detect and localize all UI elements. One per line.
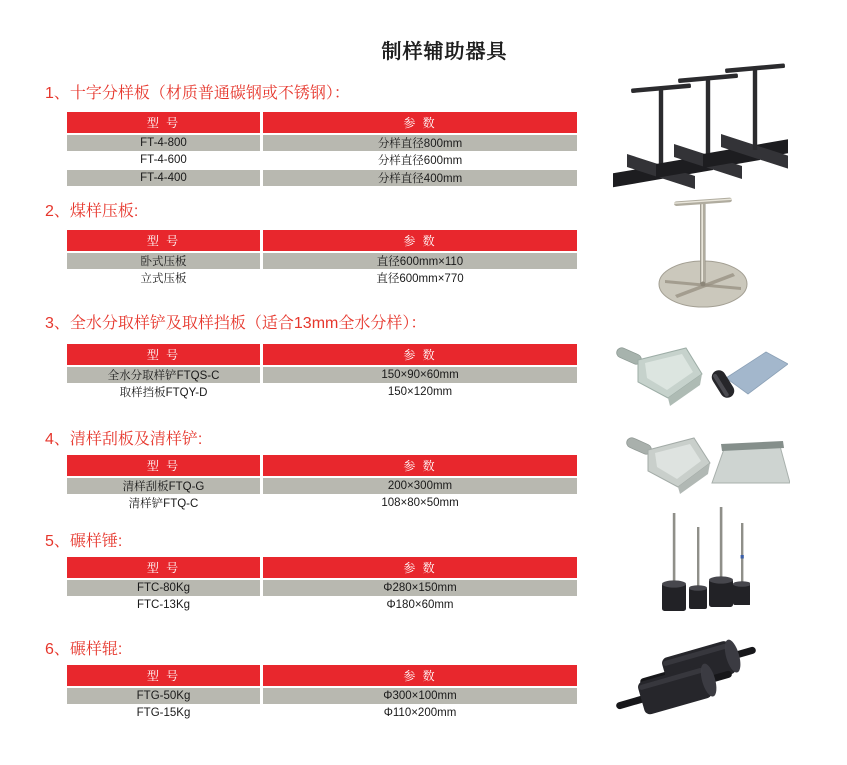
param-cell: Φ280×150mm	[263, 580, 577, 596]
cross-dividers-icon	[613, 50, 788, 190]
table-row	[67, 597, 577, 613]
model-cell: 清样刮板FTQ-G	[67, 478, 260, 494]
param-cell: 分样直径800mm	[263, 135, 577, 151]
param-cell: 150×90×60mm	[263, 367, 577, 383]
section-1-heading: 1、十字分样板（材质普通碳钢或不锈钢）：	[45, 85, 350, 102]
col-header-param: 参 数	[263, 230, 577, 251]
table-row	[67, 688, 577, 704]
col-header-model: 型 号	[67, 230, 260, 251]
cross-sample-dividers-photo	[613, 50, 788, 190]
table-row	[67, 495, 577, 511]
param-cell: Φ300×100mm	[263, 688, 577, 704]
model-cell: FTC-13Kg	[136, 599, 191, 611]
hammers-icon	[658, 505, 750, 617]
model-cell: FTG-15Kg	[136, 707, 191, 719]
section-4-heading: 4、清样刮板及清样铲:	[45, 431, 203, 448]
table-row	[67, 478, 577, 494]
section-6-heading: 6、碾样辊:	[45, 641, 123, 658]
table-header-row	[67, 230, 577, 251]
section-4-table	[67, 455, 577, 511]
table-row	[67, 170, 577, 186]
section-2-table	[67, 230, 577, 286]
col-header-param: 参 数	[263, 344, 577, 365]
model-cell: FT-4-800	[67, 135, 260, 151]
table-row	[67, 135, 577, 151]
scoop	[625, 436, 710, 494]
section-6-table	[67, 665, 577, 721]
col-header-param: 参 数	[263, 112, 577, 133]
model-cell: FT-4-400	[67, 170, 260, 186]
col-header-param: 参 数	[263, 557, 577, 578]
col-header-model: 型 号	[67, 344, 260, 365]
param-cell: 150×120mm	[387, 386, 453, 398]
col-header-model: 型 号	[67, 112, 260, 133]
param-cell: 分样直径400mm	[263, 170, 577, 186]
col-header-model: 型 号	[67, 665, 260, 686]
table-row	[67, 384, 577, 400]
sample-hammers-photo	[658, 505, 750, 617]
param-cell: Φ180×60mm	[386, 599, 454, 611]
rollers-icon	[612, 638, 760, 720]
page-title: 制样辅助器具	[381, 41, 508, 63]
cleaning-scoop-and-scraper-photo	[622, 433, 790, 495]
col-header-param: 参 数	[263, 665, 577, 686]
model-cell: FTG-50Kg	[67, 688, 260, 704]
table-row	[67, 367, 577, 383]
scoop-and-board-icon	[610, 342, 788, 407]
table-row	[67, 705, 577, 721]
param-cell: 直径600mm×110	[263, 253, 577, 269]
section-1-table	[67, 112, 577, 186]
table-row	[67, 152, 577, 168]
model-cell: 全水分取样铲FTQS-C	[67, 367, 260, 383]
press-icon	[657, 192, 749, 310]
table-row	[67, 270, 577, 286]
col-header-model: 型 号	[67, 557, 260, 578]
scraper	[712, 441, 790, 483]
table-row	[67, 253, 577, 269]
table-header-row	[67, 665, 577, 686]
sample-rollers-photo	[612, 638, 760, 720]
moisture-scoop-and-board-photo	[610, 342, 788, 407]
model-cell: 清样铲FTQ-C	[128, 498, 199, 510]
param-cell: 108×80×50mm	[381, 497, 459, 509]
table-header-row	[67, 455, 577, 476]
param-cell: 200×300mm	[263, 478, 577, 494]
table-row	[67, 580, 577, 596]
section-3-table	[67, 344, 577, 400]
model-cell: FTC-80Kg	[67, 580, 260, 596]
section-3-heading: 3、全水分取样铲及取样挡板（适合13mm全水分样）：	[45, 315, 427, 332]
table-header-row	[67, 112, 577, 133]
table-header-row	[67, 344, 577, 365]
coal-sample-press-photo	[657, 192, 749, 310]
model-cell: 立式压板	[140, 273, 187, 285]
param-cell: Φ110×200mm	[383, 707, 457, 719]
model-cell: 卧式压板	[67, 253, 260, 269]
scoop	[615, 346, 702, 406]
section-5-table	[67, 557, 577, 613]
scoop-and-scraper-icon	[622, 433, 790, 495]
model-cell: 取样挡板FTQY-D	[119, 387, 208, 399]
model-cell: FT-4-600	[140, 154, 187, 166]
col-header-model: 型 号	[67, 455, 260, 476]
section-2-heading: 2、煤样压板:	[45, 203, 139, 220]
col-header-param: 参 数	[263, 455, 577, 476]
param-cell: 分样直径600mm	[377, 155, 463, 167]
board	[709, 352, 788, 400]
table-header-row	[67, 557, 577, 578]
param-cell: 直径600mm×770	[376, 273, 464, 285]
section-5-heading: 5、碾样锤:	[45, 533, 123, 550]
